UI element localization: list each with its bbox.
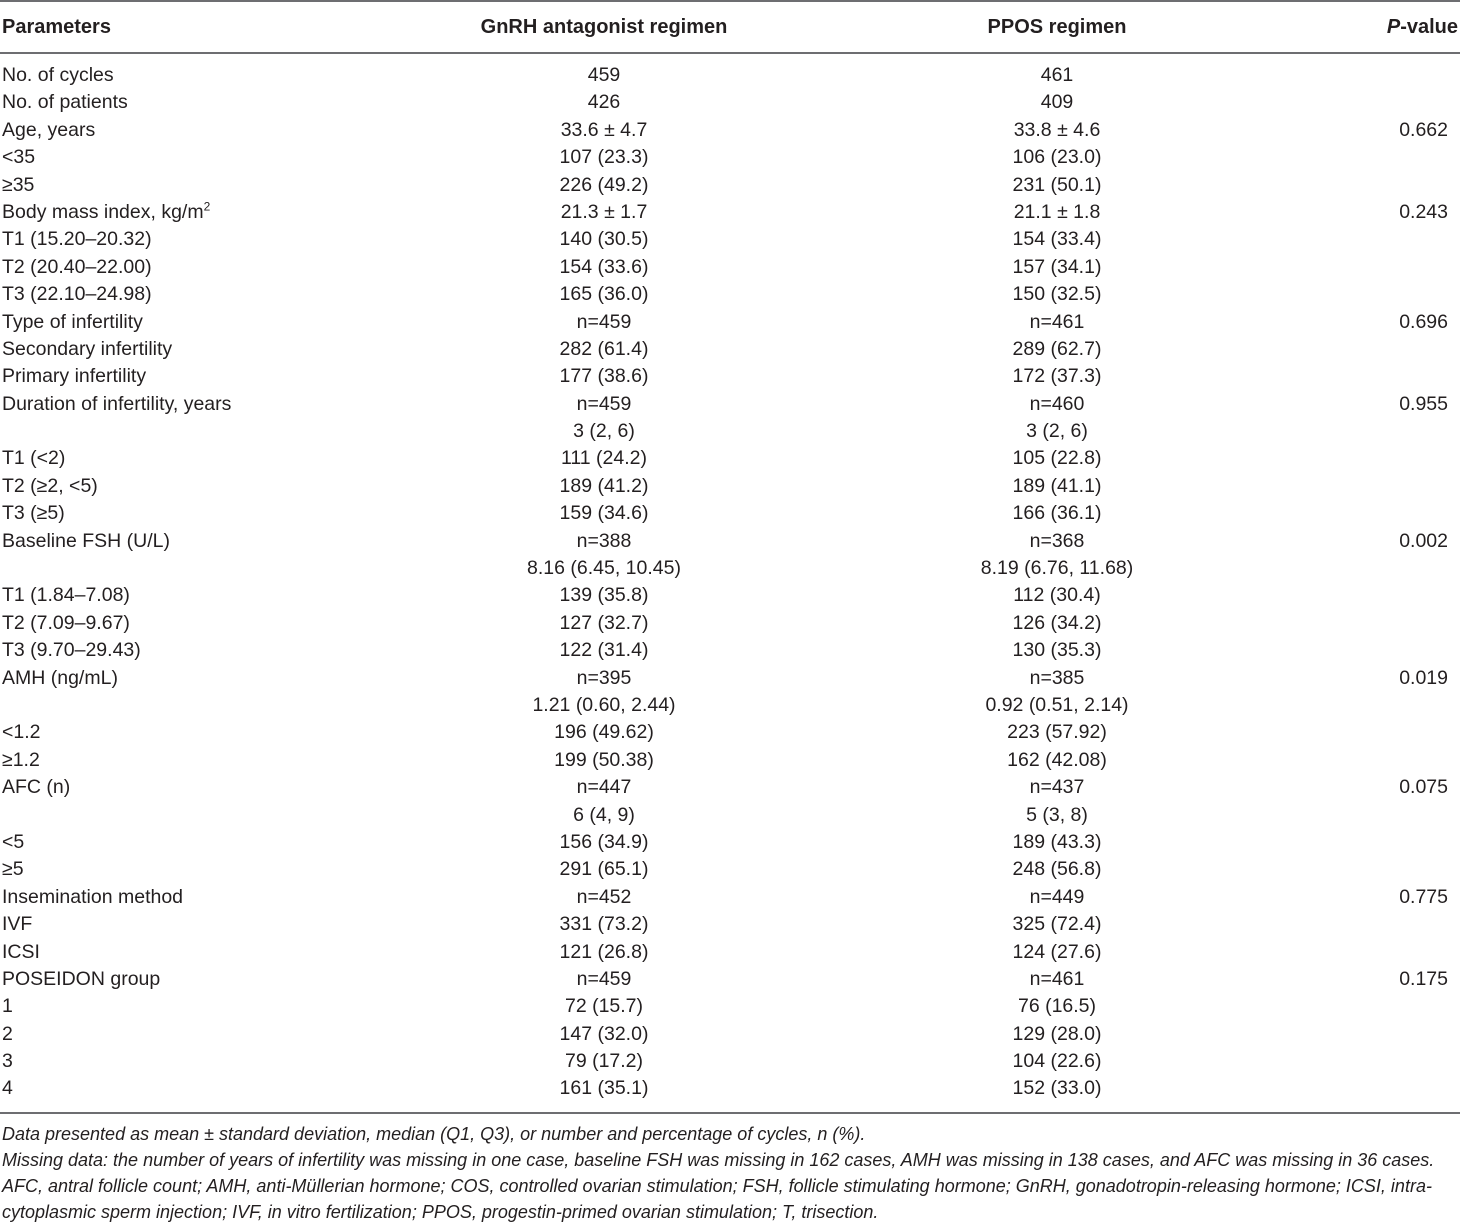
cell-gnrh-text: n=459	[576, 967, 632, 990]
cell-gnrh-text: 79 (17.2)	[564, 1050, 644, 1073]
cell-p-value-text: 0.243	[1399, 200, 1448, 223]
header-p-rest: -value	[1400, 16, 1458, 38]
cell-parameter	[2, 610, 130, 637]
cell-parameter	[2, 363, 146, 390]
cell-ppos	[1013, 610, 1102, 637]
cell-ppos	[1013, 1021, 1102, 1048]
cell-gnrh	[561, 445, 647, 472]
cell-gnrh-text: n=452	[576, 885, 632, 908]
header-gnrh: GnRH antagonist regimen	[480, 16, 728, 38]
cell-p-value-text: 0.002	[1399, 529, 1448, 552]
cell-parameter	[2, 665, 118, 692]
cell-gnrh	[565, 1048, 643, 1075]
cell-gnrh	[560, 172, 649, 199]
table-footnotes	[2, 1121, 1458, 1225]
cell-ppos	[1013, 144, 1102, 171]
cell-parameter-text: No. of patients	[2, 91, 128, 114]
cell-gnrh-text: 121 (26.8)	[559, 940, 649, 963]
cell-gnrh-text: 3 (2, 6)	[573, 420, 635, 443]
cell-parameter	[2, 117, 95, 144]
cell-gnrh-text: n=447	[576, 776, 632, 799]
cell-ppos-text: 106 (23.0)	[1012, 146, 1102, 169]
cell-gnrh	[560, 829, 649, 856]
table-row	[0, 856, 1460, 883]
cell-parameter-text: Baseline FSH (U/L)	[2, 529, 170, 552]
cell-ppos	[1013, 254, 1102, 281]
cell-parameter	[2, 884, 183, 911]
footnote-abbreviations: AFC, antral follicle count; AMH, anti-Müllerian hormone; COS, controlled ovarian stimulation; FSH, follicle stimulating hormone; GnRH, gonadotropin-releasing hormone; ICSI, intra-cytoplasmic sperm injection; IVF, in vitro fertilization; PPOS, progestin-primed ovarian stimulation; T, trisection.	[2, 1176, 1432, 1222]
cell-p-value	[1399, 199, 1448, 226]
table-header	[0, 0, 1460, 52]
cell-parameter	[2, 528, 170, 555]
cell-gnrh	[560, 856, 649, 883]
cell-gnrh	[560, 281, 649, 308]
cell-gnrh	[560, 582, 649, 609]
cell-ppos-text: 189 (41.1)	[1012, 474, 1102, 497]
header-rule	[0, 52, 1460, 54]
table-row	[0, 829, 1460, 856]
cell-gnrh-text: 122 (31.4)	[559, 639, 649, 662]
cell-parameter	[2, 747, 40, 774]
cell-ppos-text: 5 (3, 8)	[1026, 803, 1088, 826]
cell-ppos-text: 0.92 (0.51, 2.14)	[985, 693, 1129, 716]
table-row	[0, 774, 1460, 801]
cell-gnrh	[573, 418, 635, 445]
cell-ppos-text: 21.1 ± 1.8	[1013, 200, 1101, 223]
cell-parameter-text: Body mass index, kg/m	[2, 200, 204, 223]
cell-ppos	[1013, 856, 1102, 883]
cell-parameter-text: 2	[2, 1022, 13, 1045]
cell-p-value-text: 0.019	[1399, 666, 1448, 689]
cell-p-value-text: 0.075	[1399, 776, 1448, 799]
table-body	[0, 62, 1460, 1103]
cell-ppos-text: n=385	[1029, 666, 1085, 689]
cell-parameter-text: <5	[2, 830, 25, 853]
cell-parameter	[2, 774, 70, 801]
cell-parameter-text: T2 (7.09–9.67)	[2, 611, 130, 634]
cell-gnrh-text: 156 (34.9)	[559, 830, 649, 853]
cell-gnrh-text: 154 (33.6)	[559, 255, 649, 278]
table-row	[0, 939, 1460, 966]
cell-gnrh	[532, 692, 675, 719]
cell-p-value	[1399, 665, 1448, 692]
cell-ppos	[1007, 719, 1107, 746]
cell-p-value	[1399, 884, 1448, 911]
cell-parameter-text: <1.2	[2, 721, 41, 744]
cell-ppos-text: 104 (22.6)	[1012, 1050, 1102, 1073]
table-row	[0, 802, 1460, 829]
header-ppos: PPOS regimen	[987, 16, 1127, 38]
cell-parameter-text: T2 (≥2, <5)	[2, 474, 98, 497]
cell-ppos-text: 289 (62.7)	[1012, 337, 1102, 360]
cell-gnrh-text: 459	[587, 64, 621, 86]
table-row	[0, 62, 1460, 89]
cell-gnrh	[577, 528, 632, 555]
table-row	[0, 473, 1460, 500]
cell-ppos-text: 105 (22.8)	[1012, 447, 1102, 470]
cell-parameter-text: T3 (22.10–24.98)	[2, 283, 152, 306]
table-row	[0, 665, 1460, 692]
table-row	[0, 884, 1460, 911]
cell-ppos	[1014, 199, 1101, 226]
cell-gnrh	[561, 199, 648, 226]
cell-gnrh-text: 165 (36.0)	[559, 283, 649, 306]
cell-parameter-text: ≥5	[2, 858, 24, 881]
cell-gnrh	[560, 911, 649, 938]
cell-gnrh-text: 161 (35.1)	[559, 1077, 649, 1100]
cell-ppos	[1013, 829, 1102, 856]
cell-ppos-text: 157 (34.1)	[1012, 255, 1102, 278]
cell-parameter-text: Age, years	[2, 118, 96, 141]
cell-ppos-text: 33.8 ± 4.6	[1013, 118, 1101, 141]
header-parameters: Parameters	[2, 16, 111, 38]
header-p-value	[1387, 14, 1458, 40]
cell-ppos	[1030, 309, 1085, 336]
cell-ppos	[1007, 747, 1107, 774]
table-row	[0, 336, 1460, 363]
cell-gnrh-text: 1.21 (0.60, 2.44)	[532, 693, 676, 716]
cell-gnrh-text: 291 (65.1)	[559, 858, 649, 881]
cell-ppos	[1013, 911, 1102, 938]
cell-parameter	[2, 281, 152, 308]
cell-gnrh-text: n=395	[576, 666, 632, 689]
cell-ppos-text: 152 (33.0)	[1012, 1077, 1102, 1100]
cell-parameter-text: 3	[2, 1050, 13, 1073]
cell-ppos-text: 409	[1040, 91, 1074, 114]
cell-ppos	[981, 555, 1134, 582]
cell-p-value-text: 0.955	[1399, 392, 1448, 415]
cell-ppos	[1030, 528, 1085, 555]
cell-gnrh	[560, 1075, 649, 1102]
cell-gnrh-text: 226 (49.2)	[559, 173, 649, 196]
cell-parameter-text: AMH (ng/mL)	[2, 666, 118, 689]
cell-gnrh-text: 107 (23.3)	[559, 146, 649, 169]
cell-gnrh	[560, 336, 649, 363]
cell-ppos	[1041, 62, 1074, 89]
table-row	[0, 500, 1460, 527]
cell-gnrh	[560, 473, 649, 500]
cell-parameter-text: T3 (≥5)	[2, 502, 65, 525]
table-row	[0, 418, 1460, 445]
cell-gnrh	[577, 966, 632, 993]
cell-ppos	[1013, 226, 1102, 253]
cell-gnrh-text: 21.3 ± 1.7	[560, 200, 648, 223]
cell-parameter-text: <35	[2, 146, 36, 169]
cell-gnrh	[561, 117, 648, 144]
cell-parameter	[2, 226, 152, 253]
cell-ppos-text: 3 (2, 6)	[1026, 420, 1088, 443]
table-row	[0, 719, 1460, 746]
cell-ppos-text: 325 (72.4)	[1012, 913, 1102, 936]
bottom-rule	[0, 1112, 1460, 1114]
cell-parameter	[2, 62, 114, 89]
table-row	[0, 445, 1460, 472]
cell-parameter	[2, 966, 160, 993]
cell-gnrh	[573, 802, 635, 829]
cell-ppos	[1013, 500, 1102, 527]
table-row	[0, 966, 1460, 993]
cell-parameter-text: ICSI	[2, 940, 40, 963]
cell-ppos	[1030, 391, 1085, 418]
cell-gnrh	[588, 89, 621, 116]
cell-ppos-text: 154 (33.4)	[1012, 228, 1102, 251]
cell-p-value-text: 0.775	[1399, 885, 1448, 908]
cell-ppos-text: n=368	[1029, 529, 1085, 552]
cell-parameter	[2, 1075, 13, 1102]
cell-ppos-text: 112 (30.4)	[1013, 584, 1101, 607]
superscript: 2	[203, 199, 211, 214]
cell-parameter-text: No. of cycles	[2, 64, 114, 86]
cell-ppos-text: n=437	[1029, 776, 1085, 799]
cell-gnrh	[560, 500, 649, 527]
table-row	[0, 226, 1460, 253]
cell-ppos-text: 129 (28.0)	[1012, 1022, 1102, 1045]
cell-p-value-text: 0.696	[1399, 310, 1448, 333]
cell-p-value	[1399, 117, 1448, 144]
cell-gnrh-text: 6 (4, 9)	[573, 803, 635, 826]
cell-parameter-text: T1 (<2)	[2, 447, 66, 470]
cell-gnrh-text: 147 (32.0)	[559, 1022, 649, 1045]
cell-gnrh	[560, 144, 649, 171]
cell-parameter	[2, 993, 13, 1020]
cell-gnrh	[588, 62, 621, 89]
cell-gnrh-text: 72 (15.7)	[564, 995, 644, 1018]
cell-ppos	[1013, 445, 1102, 472]
cell-ppos	[1026, 802, 1088, 829]
cell-parameter-text: 4	[2, 1077, 13, 1100]
cell-parameter-text: Primary infertility	[2, 365, 147, 388]
cell-gnrh	[565, 993, 643, 1020]
cell-parameter	[2, 254, 152, 281]
cell-gnrh	[560, 254, 649, 281]
cell-parameter-text: Duration of infertility, years	[2, 392, 232, 415]
table-row	[0, 117, 1460, 144]
cell-gnrh	[554, 719, 654, 746]
cell-parameter	[2, 391, 231, 418]
cell-parameter	[2, 911, 32, 938]
cell-parameter-text: POSEIDON group	[2, 967, 161, 990]
cell-gnrh-text: 331 (73.2)	[559, 913, 649, 936]
table-row	[0, 582, 1460, 609]
cell-ppos-text: n=449	[1029, 885, 1085, 908]
table-row	[0, 1075, 1460, 1102]
cell-gnrh-text: n=459	[576, 392, 632, 415]
cell-gnrh-text: 8.16 (6.45, 10.45)	[527, 557, 681, 580]
cell-ppos	[1013, 363, 1102, 390]
cell-gnrh-text: 426	[587, 91, 621, 114]
cell-gnrh	[554, 747, 654, 774]
cell-ppos-text: 76 (16.5)	[1017, 995, 1097, 1018]
cell-parameter	[2, 500, 65, 527]
cell-parameter-text: 1	[2, 995, 13, 1018]
cell-parameter	[2, 172, 34, 199]
cell-ppos	[1013, 281, 1102, 308]
cell-p-value	[1399, 966, 1448, 993]
cell-gnrh-text: 282 (61.4)	[559, 337, 649, 360]
cell-ppos	[1030, 884, 1085, 911]
cell-gnrh	[577, 665, 632, 692]
cell-parameter	[2, 199, 210, 226]
cell-ppos-text: n=461	[1029, 967, 1085, 990]
cell-parameter-text: T1 (1.84–7.08)	[2, 584, 130, 607]
cell-parameter	[2, 582, 130, 609]
cell-gnrh-text: n=459	[576, 310, 632, 333]
cell-gnrh	[560, 226, 649, 253]
cell-ppos-text: 461	[1040, 64, 1074, 86]
cell-ppos	[1013, 473, 1102, 500]
cell-parameter	[2, 144, 35, 171]
cell-parameter	[2, 89, 128, 116]
cell-gnrh-text: 111 (24.2)	[561, 447, 647, 470]
cell-gnrh	[527, 555, 681, 582]
cell-gnrh-text: 139 (35.8)	[559, 584, 649, 607]
cell-gnrh-text: 140 (30.5)	[559, 228, 649, 251]
cell-ppos-text: 189 (43.3)	[1012, 830, 1102, 853]
cell-ppos-text: 166 (36.1)	[1012, 502, 1102, 525]
cell-gnrh	[577, 309, 632, 336]
cell-gnrh-text: n=388	[576, 529, 632, 552]
cell-ppos	[1013, 939, 1102, 966]
table-row	[0, 747, 1460, 774]
cell-ppos	[1041, 89, 1074, 116]
cell-ppos	[1018, 993, 1096, 1020]
table-row	[0, 199, 1460, 226]
cell-gnrh	[560, 637, 649, 664]
cell-ppos	[1013, 336, 1102, 363]
cell-parameter	[2, 1021, 13, 1048]
cell-p-value	[1399, 528, 1448, 555]
table-row	[0, 309, 1460, 336]
footnote-missing: Missing data: the number of years of infertility was missing in one case, baseline FSH was missing in 162 cases, AMH was missing in 138 cases, and AFC was missing in 36 cases.	[2, 1150, 1435, 1170]
table-row	[0, 637, 1460, 664]
cell-ppos	[1030, 966, 1085, 993]
cell-ppos-text: 8.19 (6.76, 11.68)	[980, 557, 1134, 580]
cell-ppos-text: 150 (32.5)	[1012, 283, 1102, 306]
table-row	[0, 391, 1460, 418]
cell-parameter-text: T2 (20.40–22.00)	[2, 255, 152, 278]
cell-gnrh	[560, 939, 649, 966]
cell-gnrh	[577, 774, 632, 801]
cell-gnrh-text: 127 (32.7)	[559, 611, 649, 634]
cell-ppos	[1013, 172, 1102, 199]
cell-ppos	[985, 692, 1128, 719]
cell-parameter-text: ≥35	[2, 173, 35, 196]
table-row	[0, 692, 1460, 719]
cell-gnrh-text: 196 (49.62)	[554, 721, 654, 744]
cell-ppos	[1026, 418, 1088, 445]
cell-parameter-text: T3 (9.70–29.43)	[2, 639, 141, 662]
cell-parameter	[2, 473, 98, 500]
cell-parameter	[2, 719, 41, 746]
cell-gnrh	[577, 391, 632, 418]
table-row	[0, 555, 1460, 582]
cell-ppos-text: n=461	[1029, 310, 1085, 333]
cell-parameter	[2, 445, 65, 472]
table-row	[0, 144, 1460, 171]
cell-parameter-text: Secondary infertility	[2, 337, 173, 360]
header-p-italic: P	[1386, 16, 1401, 38]
cell-ppos-text: 162 (42.08)	[1007, 748, 1107, 771]
cell-ppos	[1030, 774, 1085, 801]
table-row	[0, 254, 1460, 281]
cell-p-value	[1399, 391, 1448, 418]
cell-parameter-text: IVF	[2, 913, 33, 936]
cell-parameter	[2, 829, 24, 856]
table-row	[0, 528, 1460, 555]
cell-p-value-text: 0.175	[1399, 967, 1448, 990]
cell-parameter	[2, 637, 141, 664]
footnote-data: Data presented as mean ± standard deviation, median (Q1, Q3), or number and percentage of cycles, n (%).	[2, 1124, 866, 1144]
cell-ppos-text: 248 (56.8)	[1012, 858, 1102, 881]
table-row	[0, 89, 1460, 116]
cell-ppos	[1013, 582, 1100, 609]
cell-gnrh	[560, 1021, 649, 1048]
table-row	[0, 993, 1460, 1020]
cell-parameter-text: Insemination method	[2, 885, 184, 908]
table-row	[0, 911, 1460, 938]
cell-parameter-text: Type of infertility	[2, 310, 143, 333]
cell-ppos-text: 124 (27.6)	[1012, 940, 1102, 963]
cell-parameter	[2, 939, 40, 966]
cell-p-value	[1399, 309, 1448, 336]
cell-ppos-text: n=460	[1029, 392, 1085, 415]
cell-ppos-text: 130 (35.3)	[1012, 639, 1102, 662]
cell-gnrh-text: 199 (50.38)	[554, 748, 654, 771]
table-row	[0, 1048, 1460, 1075]
cell-ppos	[1013, 1075, 1102, 1102]
cell-ppos	[1030, 665, 1085, 692]
cell-ppos-text: 223 (57.92)	[1007, 721, 1107, 744]
cell-ppos-text: 126 (34.2)	[1012, 611, 1102, 634]
cell-ppos-text: 231 (50.1)	[1012, 173, 1102, 196]
cell-gnrh	[577, 884, 632, 911]
cell-ppos	[1014, 117, 1101, 144]
table-row	[0, 281, 1460, 308]
table-row	[0, 363, 1460, 390]
cell-gnrh-text: 189 (41.2)	[559, 474, 649, 497]
cell-gnrh	[560, 610, 649, 637]
cell-parameter	[2, 309, 143, 336]
cell-parameter-text: AFC (n)	[2, 776, 71, 799]
cell-parameter-text: ≥1.2	[2, 748, 40, 771]
cell-ppos-text: 172 (37.3)	[1012, 365, 1102, 388]
cell-ppos	[1013, 1048, 1102, 1075]
cell-gnrh-text: 33.6 ± 4.7	[560, 118, 648, 141]
cell-parameter	[2, 336, 172, 363]
table-row	[0, 1021, 1460, 1048]
cell-parameter	[2, 1048, 13, 1075]
table-row	[0, 610, 1460, 637]
table-row	[0, 172, 1460, 199]
cell-gnrh	[560, 363, 649, 390]
cell-p-value	[1399, 774, 1448, 801]
cell-parameter	[2, 856, 24, 883]
cell-gnrh-text: 159 (34.6)	[559, 502, 649, 525]
cell-gnrh-text: 177 (38.6)	[559, 365, 649, 388]
cell-parameter-text: T1 (15.20–20.32)	[2, 228, 152, 251]
cell-ppos	[1013, 637, 1102, 664]
cell-p-value-text: 0.662	[1399, 118, 1448, 141]
